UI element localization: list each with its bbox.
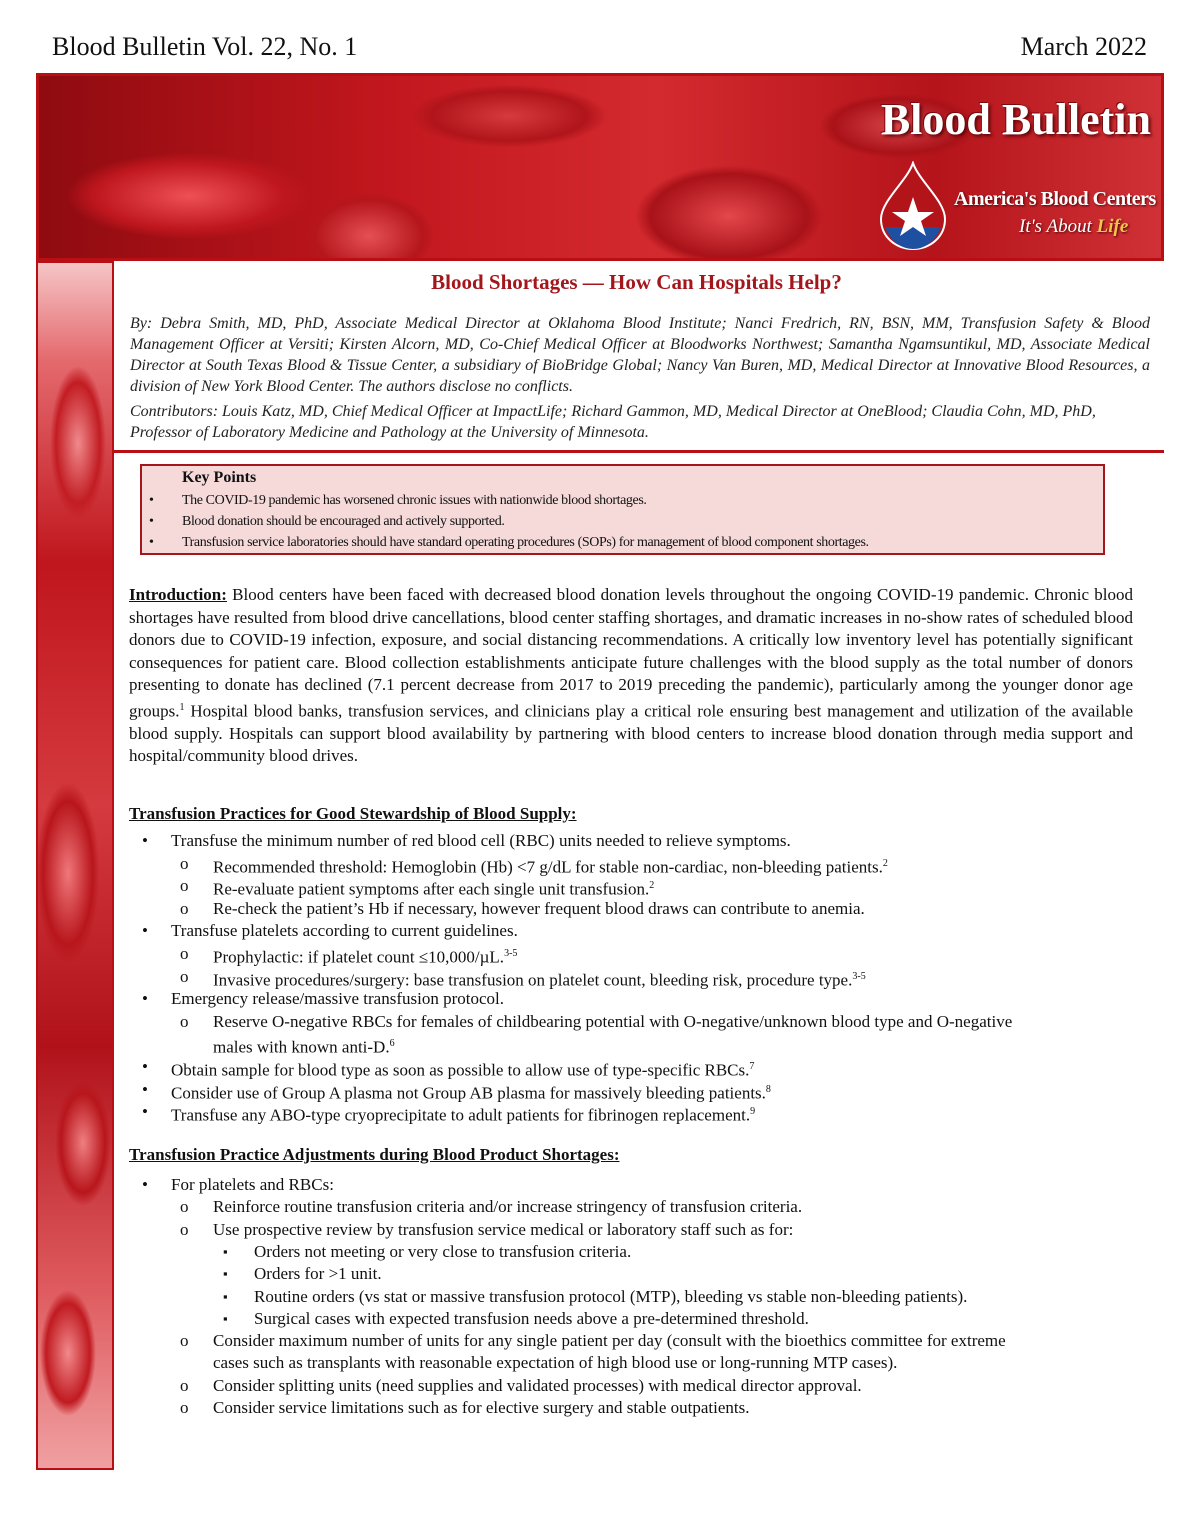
citation: 8	[765, 1083, 771, 1095]
key-points-list	[142, 490, 1102, 553]
bullet-icon: •	[149, 535, 154, 550]
running-header-date: March 2022	[1020, 32, 1147, 61]
contributor-list: Contributors: Louis Katz, MD, Chief Medical Officer at ImpactLife; Richard Gammon, MD, Medical Director at OneBlood; Claudia Cohn, MD, PhD, Professor of Laboratory Medicine and Pathology at the University of Minnesota.	[130, 403, 1096, 441]
blood-drop-star-icon	[877, 161, 949, 251]
citation: 2	[649, 880, 655, 892]
hollow-bullet-icon: o	[180, 1398, 189, 1417]
list-item-text: Emergency release/massive transfusion protocol.	[171, 989, 504, 1009]
list-item-text: Transfuse any ABO-type cryoprecipitate to adult patients for fibrinogen replacement.$^9$	[171, 1105, 756, 1125]
list-item-text: Invasive procedures/surgery: base transfusion on platelet count, bleeding risk, procedure type.$^{3-5}$	[213, 970, 866, 990]
key-points-title: Key Points	[182, 469, 257, 486]
key-point: • Transfusion service laboratories should have standard operating procedures (SOPs) for management of blood component shortages.	[142, 532, 1102, 553]
citation: 7	[749, 1061, 755, 1072]
introduction-label: Introduction:	[129, 585, 227, 604]
hollow-bullet-icon: o	[180, 876, 189, 896]
square-bullet-icon: ▪	[223, 1266, 228, 1282]
list-item-text: Use prospective review by transfusion service medical or laboratory staff such as for:	[213, 1219, 794, 1239]
square-bullet-icon: ▪	[223, 1310, 228, 1326]
list-item-text: Consider service limitations such as for elective surgery and stable outpatients.	[213, 1398, 750, 1417]
introduction-paragraph: Introduction: Blood centers have been faced with decreased blood donation levels throughout the ongoing COVID-19 pandemic. Chronic blood shortages have resulted from blood drive cancellations, blood center staffing shortages, and dramatic increases in no-show rates of scheduled blood donors due to COVID-19 infection, exposure, and social distancing recommendations. A critically low inventory level has potentially significant consequences for patient care. Blood collection establishments anticipate future challenges with the blood supply as the total number of donors presenting to donate has declined (7.1 percent decrease from 2017 to 2019 preceding the pandemic), particularly among the younger donor age groups.$^1$ Hospital blood banks, transfusion services, and clinicians play a critical role ensuring best management and utilization of the available blood supply. Hospitals can support blood availability by partnering with blood centers to increase blood donation through media support and hospital/community blood drives.	[129, 585, 1133, 766]
citation: 6	[389, 1038, 395, 1050]
hollow-bullet-icon: o	[180, 898, 189, 918]
citation: 9	[750, 1106, 756, 1118]
list-item-text: Reserve O-negative RBCs for females of childbearing potential with O-negative/unknown blood type and O-negative	[213, 1011, 1013, 1031]
list-item-text: Consider maximum number of units for any single patient per day (consult with the bioethics committee for extreme	[213, 1331, 1006, 1351]
bullet-icon: •	[142, 1175, 148, 1194]
list-item-text: Prophylactic: if platelet count ≤10,000/µL.$^{3-5}$	[213, 947, 518, 967]
list-item-text: Surgical cases with expected transfusion needs above a pre-determined threshold.	[254, 1308, 809, 1328]
key-point: • The COVID-19 pandemic has worsened chronic issues with nationwide blood shortages.	[142, 490, 1102, 511]
list-item-text: males with known anti-D.$^6$	[213, 1038, 395, 1058]
key-points-box	[140, 464, 1105, 555]
list-item-text: Re-evaluate patient symptoms after each single unit transfusion.$^2$	[213, 879, 655, 899]
bullet-icon: •	[142, 1079, 148, 1099]
list-item-text: Consider splitting units (need supplies and validated processes) with medical director approval.	[213, 1375, 862, 1395]
tagline-prefix: It's About	[1019, 216, 1092, 237]
list-item-text: Transfuse the minimum number of red blood cell (RBC) units needed to relieve symptoms.	[171, 831, 791, 850]
key-point: • Blood donation should be encouraged and actively supported.	[142, 511, 1102, 532]
list-item-text: Obtain sample for blood type as soon as possible to allow use of type-specific RBCs.$^7$	[171, 1060, 755, 1080]
list-item-text: cases such as transplants with reasonable expectation of high blood use or long-running MTP cases).	[213, 1353, 898, 1373]
square-bullet-icon: ▪	[223, 1288, 228, 1304]
adjustments-list	[0, 1174, 1200, 1434]
tagline-life: Life	[1096, 216, 1129, 237]
hollow-bullet-icon: o	[180, 966, 189, 986]
square-bullet-icon: ▪	[223, 1243, 228, 1259]
bullet-icon: •	[142, 1102, 148, 1122]
list-item-text: Routine orders (vs stat or massive transfusion protocol (MTP), bleeding vs stable non-bleeding patients).	[254, 1286, 968, 1306]
list-item-text: Transfuse platelets according to current guidelines.	[171, 921, 518, 941]
list-item-text: For platelets and RBCs:	[171, 1175, 334, 1194]
section-heading-stewardship: Transfusion Practices for Good Stewardship of Blood Supply:	[129, 804, 577, 823]
hollow-bullet-icon: o	[180, 1375, 189, 1395]
org-name: America's Blood Centers	[954, 188, 1156, 210]
hollow-bullet-icon: o	[180, 1331, 189, 1351]
list-item-text: Re-check the patient’s Hb if necessary, however frequent blood draws can contribute to anemia.	[213, 898, 865, 918]
list-item-text: Recommended threshold: Hemoglobin (Hb) <7 g/dL for stable non-cardiac, non-bleeding patients.$^2$	[213, 857, 888, 877]
hollow-bullet-icon: o	[180, 944, 189, 963]
citation: 1	[179, 701, 185, 713]
citation: 2	[882, 857, 888, 869]
list-item-text: Orders for >1 unit.	[254, 1264, 382, 1284]
citation: 3-5	[852, 970, 866, 982]
bullet-icon: •	[142, 1057, 148, 1076]
bullet-icon: •	[142, 921, 148, 941]
running-header-left: Blood Bulletin Vol. 22, No. 1	[52, 32, 358, 61]
citation: 3-5	[504, 948, 518, 959]
banner	[36, 73, 1164, 261]
section-heading-adjustments: Transfusion Practice Adjustments during Blood Product Shortages:	[129, 1145, 620, 1164]
hollow-bullet-icon: o	[180, 1011, 189, 1031]
author-list: By: Debra Smith, MD, PhD, Associate Medical Director at Oklahoma Blood Institute; Nanci Fredrich, RN, BSN, MM, Transfusion Safety & Blood Management Officer at Versiti; Kirsten Alcorn, MD, Co-Chief Medical Officer at Bloodworks Northwest; Samantha Ngamsuntikul, MD, Associate Medical Director at South Texas Blood & Tissue Center, a subsidiary of BioBridge Global; Nancy Van Buren, MD, Medical Director at Innovative Blood Resources, a division of New York Blood Center. The authors disclose no conflicts.	[130, 315, 1150, 395]
bullet-icon: •	[149, 514, 154, 529]
hollow-bullet-icon: o	[180, 853, 189, 873]
list-item-text: Reinforce routine transfusion criteria and/or increase stringency of transfusion criteria.	[213, 1197, 803, 1217]
bullet-icon: •	[142, 831, 148, 850]
stewardship-list	[0, 830, 1200, 1130]
article-title: Blood Shortages — How Can Hospitals Help?	[431, 270, 842, 294]
list-item-text: Orders not meeting or very close to transfusion criteria.	[254, 1241, 632, 1261]
bullet-icon: •	[142, 989, 148, 1009]
banner-title: Blood Bulletin	[880, 95, 1151, 144]
divider	[114, 450, 1164, 453]
hollow-bullet-icon: o	[180, 1219, 189, 1239]
bullet-icon: •	[149, 493, 154, 508]
list-item-text: Consider use of Group A plasma not Group AB plasma for massively bleeding patients.$^8$	[171, 1083, 771, 1103]
tagline	[1019, 216, 1128, 238]
hollow-bullet-icon: o	[180, 1197, 189, 1217]
